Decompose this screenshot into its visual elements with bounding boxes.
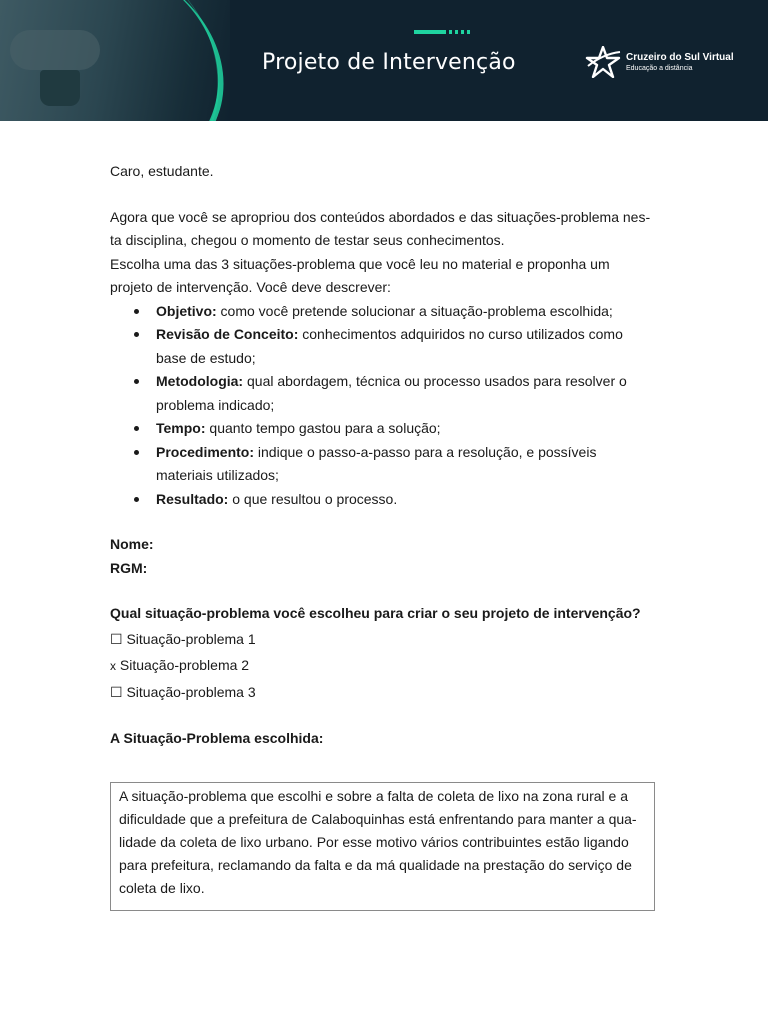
checkbox-empty-icon[interactable]: ☐ [110, 683, 123, 700]
star-logo-icon [584, 46, 622, 78]
list-item: Revisão de Conceito: conhecimentos adquiridos no curso utilizados como base de estudo; [156, 323, 658, 370]
bullet-icon [134, 332, 139, 337]
document-body [110, 160, 658, 750]
intro-line-1: Agora que você se apropriou dos conteúdos abordados e das situações-problema nes- [110, 208, 651, 225]
page-title: Projeto de Intervenção [262, 50, 516, 75]
checkbox-checked-icon[interactable]: x [110, 658, 116, 673]
nome-label: Nome: [110, 536, 154, 552]
question-heading: Qual situação-problema você escolheu para criar o seu projeto de intervenção? [110, 605, 641, 621]
brand-logo [584, 46, 734, 78]
bullet-icon [134, 379, 139, 384]
rgm-label: RGM: [110, 559, 148, 576]
intro-line-4: projeto de intervenção. Você deve descrever: [110, 279, 391, 295]
intro-line-2: ta disciplina, chegou o momento de testar seus conhecimentos. [110, 232, 505, 248]
bullet-icon [134, 309, 139, 314]
header-accent-bars [414, 30, 470, 34]
intro-line-3: Escolha uma das 3 situações-problema que você leu no material e proponha um [110, 255, 610, 272]
option-2[interactable]: x Situação-problema 2 [110, 656, 250, 673]
answer-line: A situação-problema que escolhi e sobre a falta de coleta de lixo na zona rural e a [119, 788, 628, 804]
list-item: Procedimento: indique o passo-a-passo para a resolução, e possíveis materiais utilizados; [156, 441, 658, 488]
bullet-icon [134, 450, 139, 455]
answer-line: coleta de lixo. [119, 880, 205, 896]
option-1[interactable]: ☐ Situação-problema 1 [110, 630, 256, 647]
list-item: Metodologia: qual abordagem, técnica ou processo usados para resolver o problema indicado; [156, 370, 658, 417]
bullet-icon [134, 497, 139, 502]
bullet-icon [134, 426, 139, 431]
page-header-banner [0, 0, 768, 121]
logo-tagline: Educação a distância [626, 64, 693, 72]
greeting: Caro, estudante. [110, 163, 214, 179]
answer-box[interactable] [110, 782, 655, 911]
list-item: Objetivo: como você pretende solucionar a situação-problema escolhida; [156, 300, 658, 324]
logo-name: Cruzeiro do Sul Virtual [626, 51, 734, 63]
answer-line: lidade da coleta de lixo urbano. Por esse motivo vários contribuintes estão ligando [119, 834, 629, 850]
chosen-heading: A Situação-Problema escolhida: [110, 729, 324, 746]
answer-line: para prefeitura, reclamando da falta e da má qualidade na prestação do serviço de [119, 857, 632, 873]
option-3[interactable]: ☐ Situação-problema 3 [110, 683, 256, 700]
list-item: Tempo: quanto tempo gastou para a solução; [156, 417, 658, 441]
requirements-list [110, 300, 658, 512]
list-item: Resultado: o que resultou o processo. [156, 488, 658, 512]
answer-line: dificuldade que a prefeitura de Calaboquinhas está enfrentando para manter a qua- [119, 811, 637, 827]
checkbox-empty-icon[interactable]: ☐ [110, 630, 123, 647]
